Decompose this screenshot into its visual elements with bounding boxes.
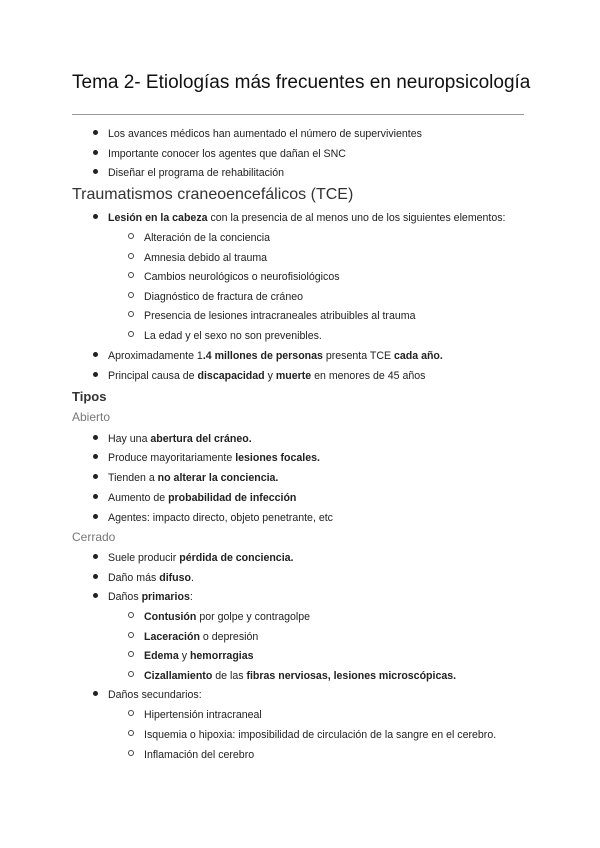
list-item: Tienden a no alterar la conciencia. (108, 471, 278, 485)
title-divider (72, 114, 524, 115)
list-item: Produce mayoritariamente lesiones focales. (108, 451, 320, 465)
sub-list-item: Diagnóstico de fractura de cráneo (144, 290, 303, 304)
sub-list-item: Hipertensión intracraneal (144, 708, 262, 722)
subheading-abierto: Abierto (72, 410, 111, 424)
list-item: Aproximadamente 1.4 millones de personas presenta TCE cada año. (108, 349, 443, 363)
sub-list-item: Inflamación del cerebro (144, 748, 254, 762)
list-item: Importante conocer los agentes que dañan el SNC (108, 147, 346, 161)
sub-list-item: Amnesia debido al trauma (144, 251, 267, 265)
list-item: Daño más difuso. (108, 571, 194, 585)
list-item: Lesión en la cabeza con la presencia de al menos uno de los siguientes elementos: (108, 211, 506, 225)
list-item: Daños primarios: (108, 590, 193, 604)
list-item: Agentes: impacto directo, objeto penetrante, etc (108, 511, 333, 525)
sub-list-item: Presencia de lesiones intracraneales atribuibles al trauma (144, 309, 415, 323)
sub-list-item: Contusión por golpe y contragolpe (144, 610, 310, 624)
sub-list-item: Cizallamiento de las fibras nerviosas, lesiones microscópicas. (144, 669, 456, 683)
section-heading-tce: Traumatismos craneoencefálicos (TCE) (72, 186, 354, 203)
sub-list-item: Edema y hemorragias (144, 649, 254, 663)
list-item: Diseñar el programa de rehabilitación (108, 166, 284, 180)
section-heading-tipos: Tipos (72, 389, 107, 404)
subheading-cerrado: Cerrado (72, 530, 116, 544)
list-item: Aumento de probabilidad de infección (108, 491, 296, 505)
list-item: Suele producir pérdida de conciencia. (108, 551, 293, 565)
sub-list-item: Alteración de la conciencia (144, 231, 270, 245)
list-item: Principal causa de discapacidad y muerte en menores de 45 años (108, 369, 425, 383)
sub-list-item: Laceración o depresión (144, 630, 258, 644)
sub-list-item: Cambios neurológicos o neurofisiológicos (144, 270, 340, 284)
list-item: Daños secundarios: (108, 688, 202, 702)
sub-list-item: Isquemia o hipoxia: imposibilidad de circulación de la sangre en el cerebro. (144, 728, 496, 742)
page-title: Tema 2- Etiologías más frecuentes en neuropsicología (72, 72, 531, 93)
list-item: Hay una abertura del cráneo. (108, 432, 252, 446)
list-item: Los avances médicos han aumentado el número de supervivientes (108, 127, 422, 141)
sub-list-item: La edad y el sexo no son prevenibles. (144, 329, 322, 343)
